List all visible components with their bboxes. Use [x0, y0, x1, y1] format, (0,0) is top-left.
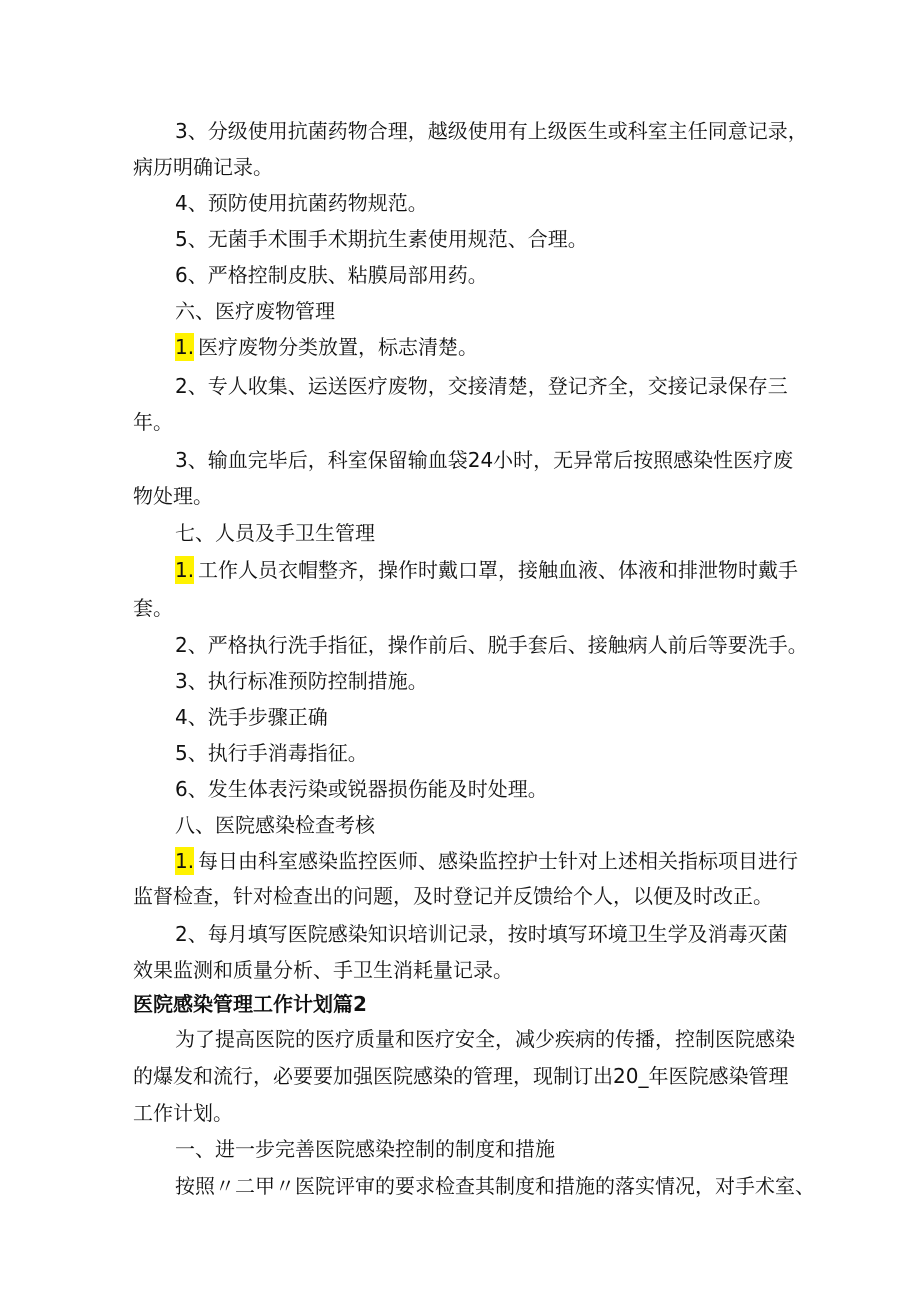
highlighted-number: 1.: [175, 558, 195, 582]
highlighted-number: 1.: [175, 849, 195, 873]
document-page: 3、分级使用抗菌药物合理，越级使用有上级医生或科室主任同意记录， 病历明确记录。 4、预防使用抗菌药物规范。 5、无菌手术围手术期抗生素使用规范、合理。 6、严格控制皮肤、粘膜局部用药。 六、医疗废物管理 1. 医疗废物分类放置，标志清楚。 2、专人收集、运送医疗废物，交接清楚，登记齐全，交接记录保存三 年。 3、输血完毕后，科室保留输血袋24小时，无异常后按照感染性医疗废 物处理。 七、人员及手卫生管理 1. 工作人员衣帽整齐，操作时戴口罩，接触血液、体液和排泄物时戴手 套。 2、严格执行洗手指征，操作前后、脱手套后、接触病人前后等要洗手。 3、执行标准预防控制措施。 4、洗手步骤正确 5、执行手消毒指征。 6、发生体表污染或锐器损伤能及时处理。 八、医院感染检查考核 1. 每日由科室感染监控医师、感染监控护士针对上述相关指标项目进行 监督检查，针对检查出的问题，及时登记并反馈给个人，以便及时改正。 2、每月填写医院感染知识培训记录，按时填写环境卫生学及消毒灭菌 效果监测和质量分析、手卫生消耗量记录。 医院感染管理工作计划篇2 为了提高医院的医疗质量和医疗安全，减少疾病的传播，控制医院感染 的爆发和流行，必要要加强医院感染的管理，现制订出20_年医院感染管理 工作计划。 一、进一步完善医院感染控制的制度和措施 按照〃二甲〃医院评审的要求检查其制度和措施的落实情况，对手术室、: [133, 119, 815, 1198]
highlighted-number: 1.: [175, 335, 195, 359]
